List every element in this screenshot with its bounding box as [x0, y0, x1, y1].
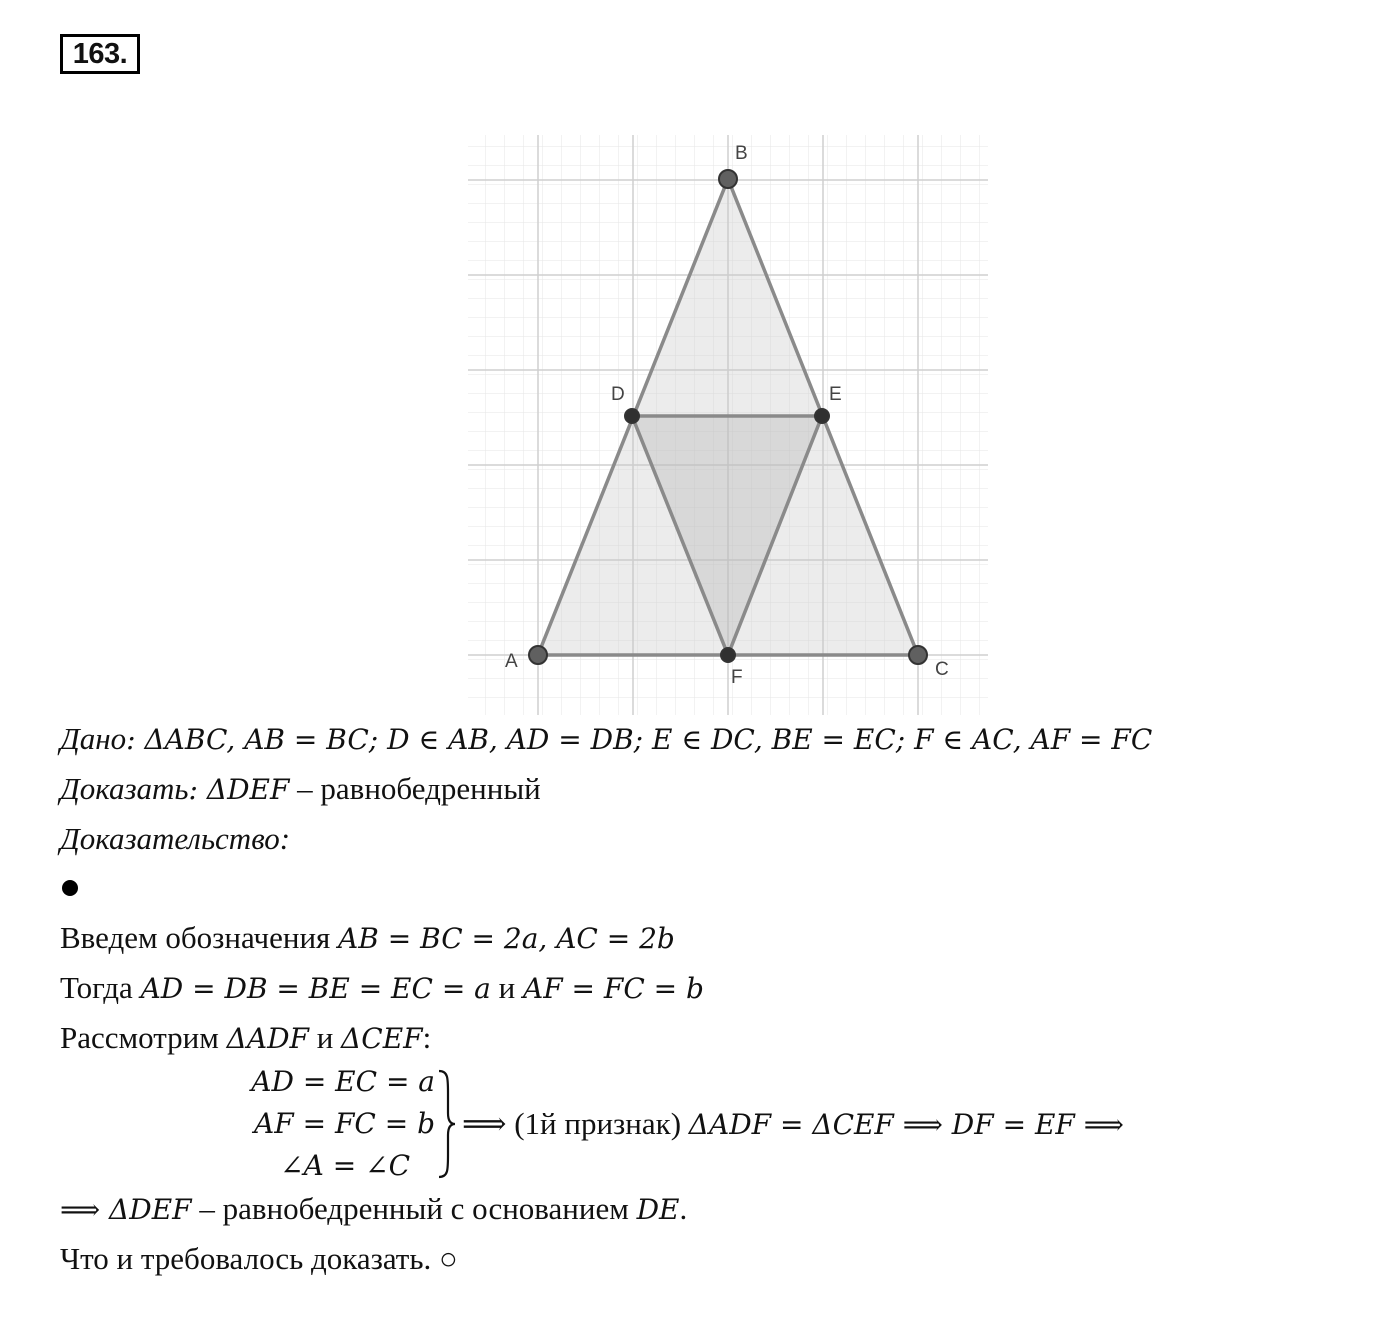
problem-number: 163. — [60, 34, 140, 74]
label-b: B — [735, 143, 748, 164]
consider-text: Рассмотрим — [60, 1020, 227, 1055]
label-f: F — [731, 667, 743, 688]
prove-line — [60, 770, 541, 809]
point-a — [529, 646, 547, 664]
then-expression-2: AF = FC = b — [522, 972, 704, 1005]
point-d — [625, 409, 639, 423]
then-text: Тогда — [60, 970, 141, 1005]
point-e — [815, 409, 829, 423]
conclusion-triangle: ΔDEF — [109, 1193, 192, 1226]
point-b — [719, 170, 737, 188]
triangle-diagram — [468, 135, 988, 715]
conclusion-text: – равнобедренный с основанием — [191, 1191, 637, 1226]
point-f — [721, 648, 735, 662]
consider-triangle-2: ΔCEF — [341, 1022, 423, 1055]
system-row-2: AF = FC = b — [254, 1107, 435, 1140]
then-expression-1: AD = DB = BE = EC = a — [140, 972, 491, 1005]
given-label: Дано — [60, 721, 127, 756]
prove-tail: – равнобедренный — [289, 771, 541, 806]
system-row-1: AD = EC = a — [251, 1065, 435, 1098]
notation-line — [60, 919, 675, 958]
conclusion-line — [60, 1190, 687, 1229]
after-brace-line — [462, 1106, 1124, 1142]
notation-expression: AB = BC = 2a, AC = 2b — [338, 922, 675, 955]
conclusion-dot: . — [679, 1191, 688, 1226]
prove-label: Доказать — [60, 771, 189, 806]
then-line — [60, 969, 704, 1008]
given-line — [60, 720, 1152, 759]
given-expression: : ΔABC, AB = BC; D ∈ AB, AD = DB; E ∈ DC, BE = EC; F ∈ AC, AF = FC — [126, 723, 1153, 756]
label-e: E — [829, 384, 842, 405]
label-d: D — [611, 384, 625, 405]
consider-line — [60, 1019, 431, 1058]
qed-line: Что и требовалось доказать. ○ — [60, 1241, 458, 1276]
then-and: и — [490, 970, 523, 1005]
proof-label: Доказательство: — [60, 821, 291, 856]
system-row-3: ∠A = ∠C — [280, 1149, 410, 1182]
after-brace-text: ⟹ (1й признак) — [462, 1106, 689, 1141]
label-a: A — [505, 651, 518, 672]
consider-and: и — [308, 1020, 342, 1055]
after-brace-expression: ΔADF = ΔCEF ⟹ DF = EF ⟹ — [688, 1108, 1124, 1141]
prove-expression: : ΔDEF — [188, 773, 290, 806]
geometry-figure — [468, 135, 988, 715]
consider-colon: : — [422, 1020, 432, 1055]
conclusion-base: DE — [636, 1193, 680, 1226]
notation-text: Введем обозначения — [60, 920, 339, 955]
bullet-dot — [62, 880, 78, 896]
right-brace-icon — [436, 1068, 458, 1180]
label-c: C — [935, 659, 949, 680]
consider-triangle-1: ΔADF — [226, 1022, 309, 1055]
point-c — [909, 646, 927, 664]
conclusion-arrow: ⟹ — [60, 1193, 110, 1226]
